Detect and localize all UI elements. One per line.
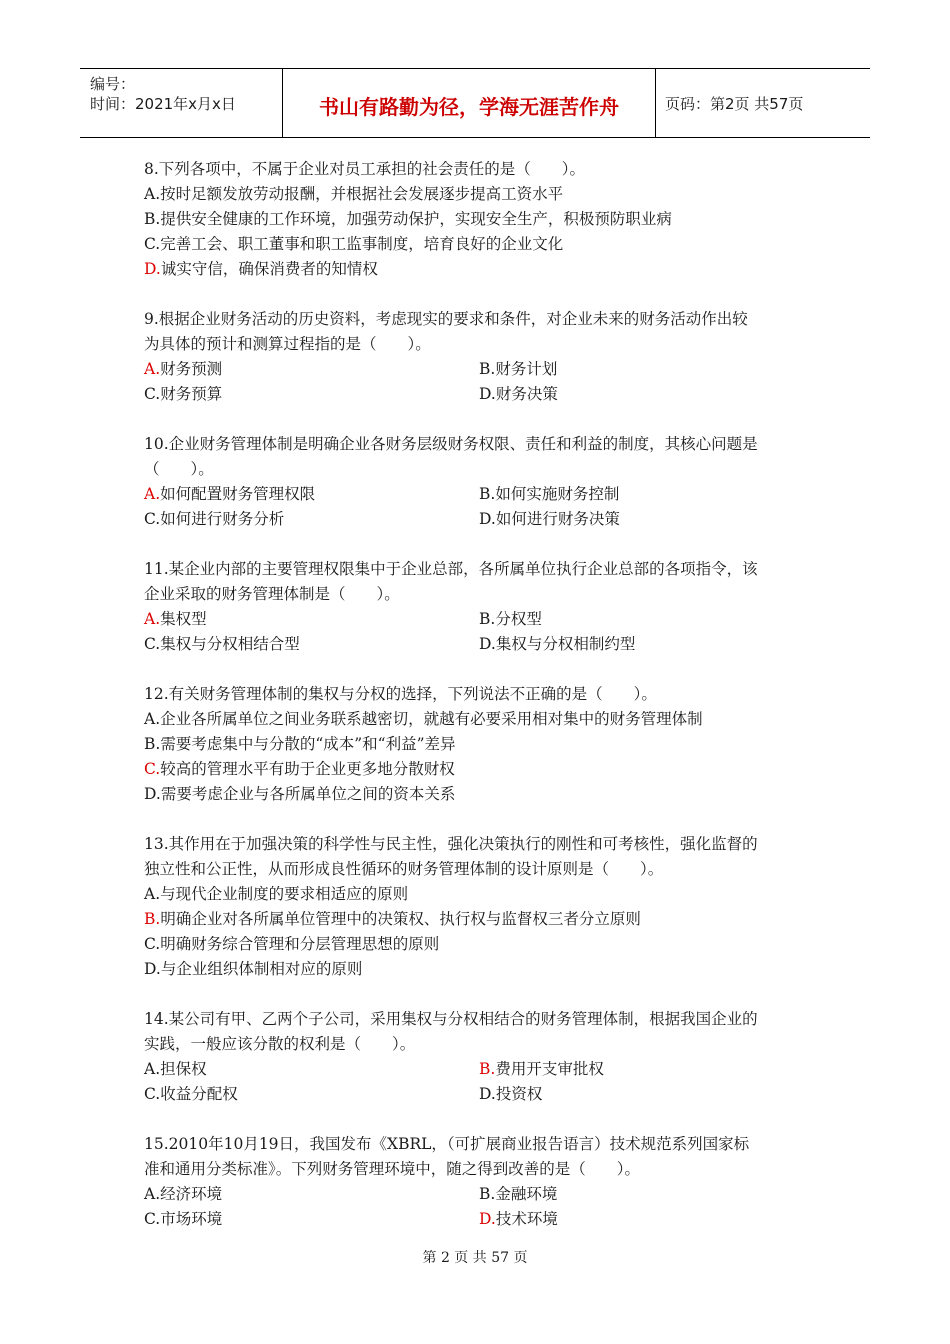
option-text: 市场环境 [160,1210,223,1228]
question-block [144,557,814,657]
option-letter: D. [479,510,496,528]
option-letter: A. [144,710,161,728]
question-stem-line: 10.企业财务管理体制是明确企业各财务层级财务权限、责任和利益的制度，其核心问题是 [144,435,758,453]
option-text: 集权与分权相结合型 [160,635,300,653]
question-block [144,157,814,282]
option-letter: B. [144,210,161,228]
answer-option [144,1082,479,1107]
option-text: 按时足额发放劳动报酬，并根据社会发展逐步提高工资水平 [160,185,564,203]
question-stem-line: 14.某公司有甲、乙两个子公司，采用集权与分权相结合的财务管理体制，根据我国企业的 [144,1010,758,1028]
answer-option [479,1182,814,1207]
options-group [144,357,814,407]
option-letter: A. [144,185,161,203]
question-stem-line: 9.根据企业财务活动的历史资料，考虑现实的要求和条件，对企业未来的财务活动作出较 [144,310,748,328]
option-text: 如何配置财务管理权限 [160,485,316,503]
header-motto: 书山有路勤为径，学海无涯苦作舟 [319,95,619,119]
question-stem-line: 实践，一般应该分散的权利是（ ）。 [144,1035,416,1053]
answer-option [144,1207,479,1232]
correct-option-letter: A. [144,360,161,378]
question-stem-line: 企业采取的财务管理体制是（ ）。 [144,585,400,603]
question-stem-line: 准和通用分类标准》。下列财务管理环境中，随之得到改善的是（ ）。 [144,1160,641,1178]
correct-option-letter: C. [144,760,161,778]
option-text: 需要考虑集中与分散的“成本”和“利益”差异 [160,735,456,753]
page-footer: 第 2 页 共 57 页 [422,1250,528,1266]
correct-option-letter: B. [479,1060,496,1078]
option-text: 如何进行财务分析 [160,510,285,528]
option-letter: D. [144,785,161,803]
answer-option [144,932,814,957]
question-block [144,432,814,532]
answer-option [144,707,814,732]
answer-option [479,1057,814,1082]
answer-option [144,482,479,507]
options-group [144,707,814,807]
option-text: 如何进行财务决策 [495,510,620,528]
option-letter: C. [144,935,161,953]
option-text: 费用开支审批权 [495,1060,604,1078]
question-stem-line: 12.有关财务管理体制的集权与分权的选择，下列说法不正确的是（ ）。 [144,685,657,703]
question-stem-line: 11.某企业内部的主要管理权限集中于企业总部，各所属单位执行企业总部的各项指令，该 [144,560,758,578]
option-letter: A. [144,885,161,903]
option-text: 金融环境 [495,1185,558,1203]
answer-option [144,882,814,907]
page-header [80,68,870,138]
header-right-cell [655,69,870,137]
answer-option [144,382,479,407]
option-letter: C. [144,1210,161,1228]
answer-option [479,632,814,657]
answer-option [144,182,814,207]
question-block [144,832,814,982]
option-letter: B. [144,735,161,753]
option-letter: C. [144,510,161,528]
question-block [144,1007,814,1107]
answer-option [144,507,479,532]
option-text: 技术环境 [495,1210,558,1228]
option-text: 如何实施财务控制 [495,485,620,503]
header-left-cell [80,69,282,137]
option-text: 担保权 [160,1060,207,1078]
option-letter: B. [479,610,496,628]
option-text: 诚实守信，确保消费者的知情权 [160,260,378,278]
answer-option [144,232,814,257]
option-letter: C. [144,385,161,403]
answer-option [144,357,479,382]
answer-option [479,607,814,632]
option-text: 财务计划 [495,360,558,378]
question-stem-line: 13.其作用在于加强决策的科学性与民主性，强化决策执行的刚性和可考核性，强化监督的 [144,835,758,853]
option-letter: C. [144,235,161,253]
option-text: 企业各所属单位之间业务联系越密切，就越有必要采用相对集中的财务管理体制 [160,710,703,728]
question-stem-line: （ ）。 [144,460,214,478]
correct-option-letter: D. [144,260,161,278]
option-letter: C. [144,1085,161,1103]
option-letter: D. [479,635,496,653]
answer-option [144,1057,479,1082]
option-text: 经济环境 [160,1185,223,1203]
answer-option [144,782,814,807]
options-group [144,607,814,657]
option-text: 较高的管理水平有助于企业更多地分散财权 [160,760,455,778]
question-stem-line: 为具体的预计和测算过程指的是（ ）。 [144,335,431,353]
answer-option [144,632,479,657]
answer-option [144,957,814,982]
option-text: 提供安全健康的工作环境，加强劳动保护，实现安全生产，积极预防职业病 [160,210,672,228]
answer-option [144,907,814,932]
answer-option [479,382,814,407]
question-stem-line: 8.下列各项中，不属于企业对员工承担的社会责任的是（ ）。 [144,160,586,178]
option-letter: D. [479,1085,496,1103]
options-group [144,1182,814,1232]
option-text: 需要考虑企业与各所属单位之间的资本关系 [160,785,456,803]
option-text: 财务决策 [495,385,558,403]
document-code-label: 编号： [90,75,136,93]
option-letter: A. [144,1060,161,1078]
option-letter: B. [479,360,496,378]
option-letter: D. [144,960,161,978]
option-letter: A. [144,1185,161,1203]
options-group [144,1057,814,1107]
answer-option [144,207,814,232]
option-text: 与企业组织体制相对应的原则 [160,960,363,978]
answer-option [479,1082,814,1107]
correct-option-letter: D. [479,1210,496,1228]
option-letter: B. [479,1185,496,1203]
answer-option [479,1207,814,1232]
option-text: 分权型 [495,610,542,628]
answer-option [144,1182,479,1207]
answer-option [479,482,814,507]
question-stem-line: 15.2010年10月19日，我国发布《XBRL，（可扩展商业报告语言）技术规范系列国家标 [144,1135,750,1153]
option-text: 收益分配权 [160,1085,238,1103]
question-block [144,307,814,407]
options-group [144,482,814,532]
option-letter: B. [479,485,496,503]
correct-option-letter: B. [144,910,161,928]
options-group [144,182,814,282]
question-stem-line: 独立性和公正性，从而形成良性循环的财务管理体制的设计原则是（ ）。 [144,860,664,878]
header-page-info: 页码：第2页 共57页 [665,95,804,113]
option-text: 与现代企业制度的要求相适应的原则 [160,885,409,903]
option-text: 投资权 [495,1085,543,1103]
question-block [144,682,814,807]
correct-option-letter: A. [144,485,161,503]
answer-option [479,357,814,382]
answer-option [144,607,479,632]
options-group [144,882,814,982]
answer-option [144,257,814,282]
option-text: 明确财务综合管理和分层管理思想的原则 [160,935,440,953]
header-middle-cell [282,69,656,137]
document-date-label: 时间：2021年x月x日 [90,95,236,113]
option-text: 财务预测 [160,360,223,378]
answer-option [144,757,814,782]
option-letter: C. [144,635,161,653]
option-text: 财务预算 [160,385,223,403]
question-list [144,157,814,1257]
option-text: 集权与分权相制约型 [495,635,636,653]
option-text: 完善工会、职工董事和职工监事制度，培育良好的企业文化 [160,235,564,253]
option-text: 集权型 [160,610,207,628]
option-text: 明确企业对各所属单位管理中的决策权、执行权与监督权三者分立原则 [160,910,641,928]
answer-option [479,507,814,532]
correct-option-letter: A. [144,610,161,628]
option-letter: D. [479,385,496,403]
answer-option [144,732,814,757]
question-block [144,1132,814,1232]
